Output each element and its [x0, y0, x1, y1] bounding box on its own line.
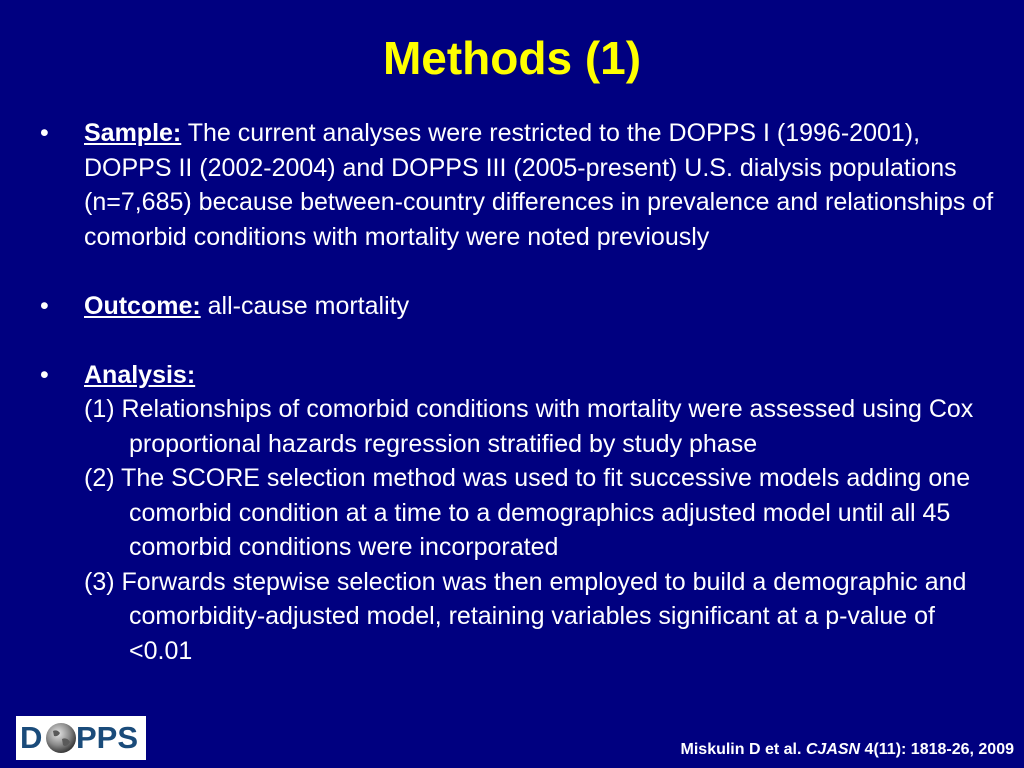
- dopps-logo: [16, 716, 146, 760]
- citation-details: 4(11): 1818-26, 2009: [860, 741, 1014, 758]
- analysis-item-1: (1) Relationships of comorbid conditions with mortality were assessed using Cox proportional hazards regression stratified by study phase: [84, 395, 974, 458]
- slide-content: [40, 116, 1000, 668]
- bullet-analysis: [40, 358, 1000, 669]
- bullet-marker: •: [40, 119, 49, 147]
- bullet-outcome: [40, 289, 1000, 324]
- bullet-marker: •: [40, 291, 49, 320]
- bullet-sample: [40, 116, 1000, 254]
- bullet-marker: •: [40, 360, 49, 389]
- slide-title: Methods (1): [382, 32, 642, 84]
- sample-label: Sample:: [84, 119, 182, 147]
- citation-authors: Miskulin D et al.: [680, 741, 806, 758]
- citation: [681, 740, 1014, 760]
- analysis-item-3: (3) Forwards stepwise selection was then employed to build a demographic and comorbidity-adjusted model, retaining variables significant at a p-value of <0.01: [84, 567, 967, 665]
- citation-journal: CJASN: [805, 741, 861, 758]
- outcome-label: Outcome:: [84, 291, 201, 320]
- logo-text-pps: PPS: [76, 720, 139, 755]
- analysis-item-2: (2) The SCORE selection method was used to fit successive models adding one comorbid condition at a time to a demographics adjusted model until all 45 comorbid conditions were incorporated: [84, 464, 971, 561]
- logo-text-d: D: [20, 720, 43, 755]
- analysis-label: Analysis:: [84, 360, 196, 389]
- globe-icon: [45, 721, 77, 755]
- outcome-text: all-cause mortality: [200, 291, 410, 320]
- sample-text: The current analyses were restricted to the DOPPS I (1996-2001), DOPPS II (2002-2004) and DOPPS III (2005-present) U.S. dialysis populations (n=7,685) because between-country differences in prevalence and relationships of comorbid conditions with mortality were noted previously: [84, 119, 994, 251]
